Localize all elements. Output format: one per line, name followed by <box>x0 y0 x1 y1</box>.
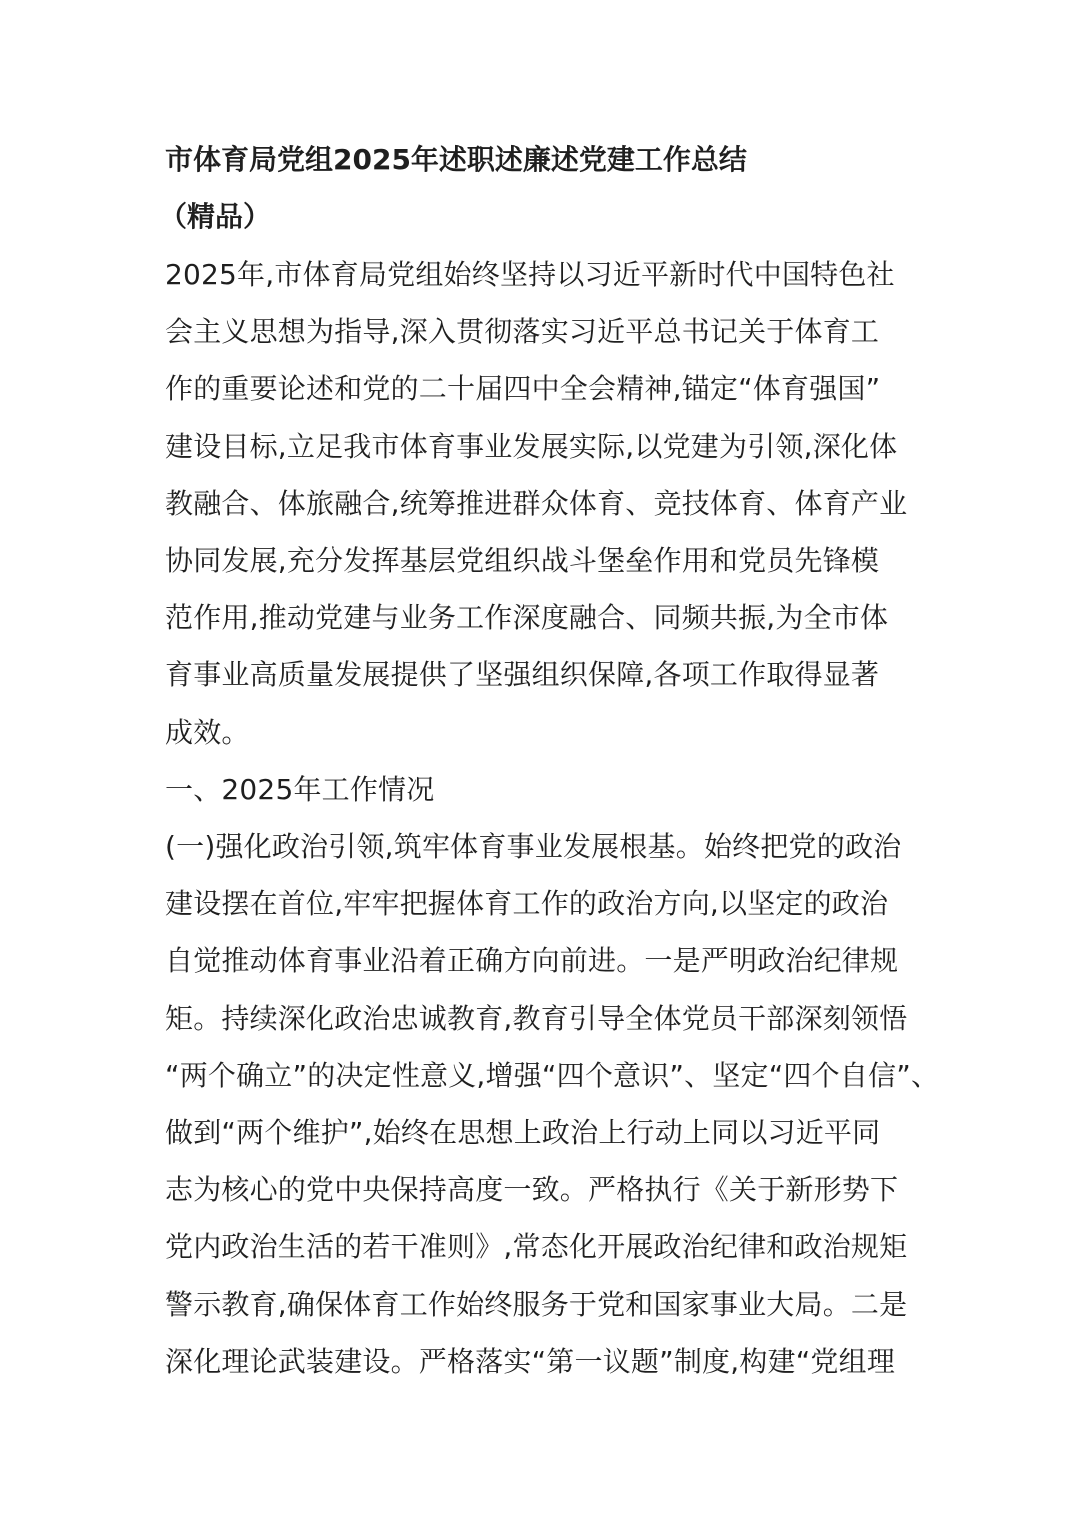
body-line: 会主义思想为指导,深入贯彻落实习近平总书记关于体育工 <box>165 315 880 349</box>
body-line: 自觉推动体育事业沿着正确方向前进。一是严明政治纪律规 <box>165 944 899 978</box>
body-line: 党内政治生活的若干准则》,常态化开展政治纪律和政治规矩 <box>165 1230 908 1264</box>
body-line: (一)强化政治引领,筑牢体育事业发展根基。始终把党的政治 <box>165 830 902 864</box>
body-line: 做到“两个维护”,始终在思想上政治上行动上同以习近平同 <box>165 1116 881 1150</box>
section-heading: 一、2025年工作情况 <box>165 772 435 806</box>
body-line: 建设摆在首位,牢牢把握体育工作的政治方向,以坚定的政治 <box>165 887 889 921</box>
document-body <box>165 246 940 1390</box>
body-line: 建设目标,立足我市体育事业发展实际,以党建为引领,深化体 <box>165 429 898 463</box>
body-line: 志为核心的党中央保持高度一致。严格执行《关于新形势下 <box>165 1173 899 1207</box>
body-line: 作的重要论述和党的二十届四中全会精神,锚定“体育强国” <box>165 372 881 406</box>
body-line: 警示教育,确保体育工作始终服务于党和国家事业大局。二是 <box>165 1287 908 1321</box>
document-page <box>159 132 940 1390</box>
body-line: 协同发展,充分发挥基层党组织战斗堡垒作用和党员先锋模 <box>165 544 880 578</box>
body-line: “两个确立”的决定性意义,增强“四个意识”、坚定“四个自信”、 <box>165 1058 940 1092</box>
body-line: 育事业高质量发展提供了坚强组织保障,各项工作取得显著 <box>165 658 880 692</box>
body-line: 范作用,推动党建与业务工作深度融合、同频共振,为全市体 <box>165 601 889 635</box>
body-line: 深化理论武装建设。严格落实“第一议题”制度,构建“党组理 <box>165 1344 896 1378</box>
document-subtitle: （精品） <box>159 200 272 233</box>
body-line: 2025年,市体育局党组始终坚持以习近平新时代中国特色社 <box>165 258 895 291</box>
body-line: 矩。持续深化政治忠诚教育,教育引导全体党员干部深刻领悟 <box>165 1001 908 1035</box>
body-line: 成效。 <box>165 715 250 749</box>
body-line: 教融合、体旅融合,统筹推进群众体育、竞技体育、体育产业 <box>165 486 908 520</box>
document-title: 市体育局党组2025年述职述廉述党建工作总结 <box>165 143 747 176</box>
